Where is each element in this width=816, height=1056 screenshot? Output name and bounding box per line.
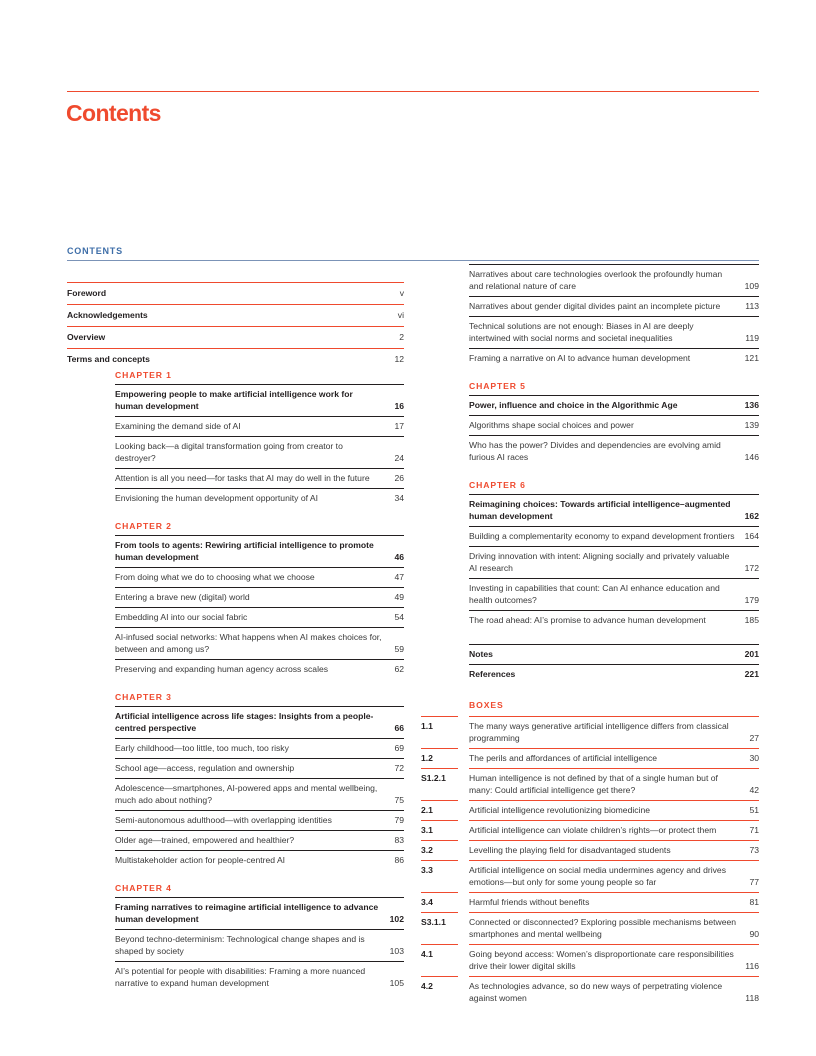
entry-label: Looking back—a digital transformation going from creator to destroyer? bbox=[115, 441, 343, 463]
entry-page: 139 bbox=[744, 420, 759, 430]
box-page: 118 bbox=[745, 993, 759, 1003]
toc-entry[interactable] bbox=[115, 436, 404, 468]
toc-entry[interactable] bbox=[469, 415, 759, 435]
box-number-rule bbox=[421, 840, 458, 841]
chapter-title-entry[interactable] bbox=[115, 384, 404, 416]
box-label: The many ways generative artificial intelligence differs from classical programming bbox=[469, 721, 729, 743]
entry-page: 34 bbox=[394, 493, 404, 503]
box-page: 90 bbox=[749, 929, 759, 939]
toc-entry[interactable] bbox=[115, 758, 404, 778]
entry-label: Adolescence—smartphones, AI-powered apps and mental wellbeing, much ado about nothing? bbox=[115, 783, 378, 805]
entry-label: Entering a brave new (digital) world bbox=[115, 592, 250, 602]
box-number-rule bbox=[421, 768, 458, 769]
entry-label: AI’s potential for people with disabilities: Framing a more nuanced narrative to expand human development bbox=[115, 966, 366, 988]
entry-page: 46 bbox=[394, 552, 404, 562]
page-title: Contents bbox=[66, 100, 161, 126]
box-number: 4.1 bbox=[421, 949, 433, 959]
entry-label: Artificial intelligence across life stages: Insights from a people-centred perspective bbox=[115, 711, 374, 733]
entry-page: 75 bbox=[394, 795, 404, 805]
toc-entry[interactable] bbox=[115, 850, 404, 870]
entry-label: From doing what we do to choosing what we choose bbox=[115, 572, 315, 582]
entry-label: Narratives about gender digital divides paint an incomplete picture bbox=[469, 301, 721, 311]
back-matter-list bbox=[469, 644, 759, 684]
box-number: 3.2 bbox=[421, 845, 433, 855]
entry-page: 146 bbox=[744, 452, 759, 462]
entry-page: 172 bbox=[744, 563, 759, 573]
entry-page: 86 bbox=[394, 855, 404, 865]
box-page: 51 bbox=[749, 805, 759, 815]
box-label: As technologies advance, so do new ways of perpetrating violence against women bbox=[469, 981, 723, 1003]
box-number: 4.2 bbox=[421, 981, 433, 991]
entry-page: 2 bbox=[399, 332, 404, 342]
boxes-label: BOXES bbox=[469, 700, 504, 710]
entry-page: 62 bbox=[394, 664, 404, 674]
entry-label: Terms and concepts bbox=[67, 354, 150, 364]
chapter-group bbox=[115, 692, 404, 870]
chapter-group bbox=[115, 883, 404, 993]
chapter-label: CHAPTER 5 bbox=[469, 381, 526, 391]
entry-page: 83 bbox=[394, 835, 404, 845]
toc-entry[interactable] bbox=[469, 264, 759, 296]
entry-page: 121 bbox=[744, 353, 759, 363]
entry-label: Foreword bbox=[67, 288, 107, 298]
box-entry[interactable] bbox=[421, 912, 759, 944]
toc-entry-front[interactable] bbox=[67, 326, 404, 348]
chapter-label: CHAPTER 3 bbox=[115, 692, 172, 702]
entry-page: 54 bbox=[394, 612, 404, 622]
entry-label: Attention is all you need—for tasks that AI may do well in the future bbox=[115, 473, 370, 483]
entry-label: Framing a narrative on AI to advance human development bbox=[469, 353, 691, 363]
box-label: Levelling the playing field for disadvantaged students bbox=[469, 845, 671, 855]
box-number-rule bbox=[421, 944, 458, 945]
box-number: S1.2.1 bbox=[421, 773, 446, 783]
box-number: 3.3 bbox=[421, 865, 433, 875]
toc-entry[interactable] bbox=[115, 587, 404, 607]
toc-entry[interactable] bbox=[115, 810, 404, 830]
chapter-label: CHAPTER 4 bbox=[115, 883, 172, 893]
box-page: 27 bbox=[749, 733, 759, 743]
entry-page: 12 bbox=[394, 354, 404, 364]
entry-label: Older age—trained, empowered and healthier? bbox=[115, 835, 295, 845]
chapter-group bbox=[115, 370, 404, 508]
chapter-label: CHAPTER 1 bbox=[115, 370, 172, 380]
entry-label: Building a complementarity economy to expand development frontiers bbox=[469, 531, 735, 541]
box-page: 71 bbox=[749, 825, 759, 835]
chapter-label: CHAPTER 6 bbox=[469, 480, 526, 490]
entry-page: 221 bbox=[744, 669, 759, 679]
entry-page: 79 bbox=[394, 815, 404, 825]
section-rule bbox=[67, 260, 759, 261]
toc-entry[interactable] bbox=[469, 546, 759, 578]
box-page: 73 bbox=[749, 845, 759, 855]
chapter-label: CHAPTER 2 bbox=[115, 521, 172, 531]
entry-page: 24 bbox=[394, 453, 404, 463]
box-label: The perils and affordances of artificial intelligence bbox=[469, 753, 658, 763]
toc-entry[interactable] bbox=[469, 578, 759, 610]
box-page: 42 bbox=[749, 785, 759, 795]
entry-page: 185 bbox=[744, 615, 759, 625]
entry-page: 69 bbox=[394, 743, 404, 753]
entry-label: Algorithms shape social choices and power bbox=[469, 420, 634, 430]
entry-label: References bbox=[469, 669, 516, 679]
chapter-title-entry[interactable] bbox=[115, 535, 404, 567]
entry-page: vi bbox=[397, 310, 404, 320]
toc-entry[interactable] bbox=[115, 567, 404, 587]
entry-label: From tools to agents: Rewiring artificial intelligence to promote human development bbox=[115, 540, 374, 562]
box-number: 3.4 bbox=[421, 897, 433, 907]
entry-label: Notes bbox=[469, 649, 493, 659]
box-number: S3.1.1 bbox=[421, 917, 446, 927]
entry-label: Driving innovation with intent: Aligning socially and privately valuable AI research bbox=[469, 551, 730, 573]
toc-entry[interactable] bbox=[115, 778, 404, 810]
box-label: Artificial intelligence on social media undermines agency and drives emotions—but only for some young people so far bbox=[469, 865, 726, 887]
chapter-title-entry[interactable] bbox=[469, 494, 759, 526]
toc-entry[interactable] bbox=[469, 644, 759, 664]
box-number-rule bbox=[421, 860, 458, 861]
box-page: 77 bbox=[749, 877, 759, 887]
box-entry[interactable] bbox=[421, 892, 759, 912]
toc-entry[interactable] bbox=[115, 738, 404, 758]
entry-page: 164 bbox=[744, 531, 759, 541]
entry-label: Reimagining choices: Towards artificial intelligence–augmented human development bbox=[469, 499, 731, 521]
box-number: 1.1 bbox=[421, 721, 433, 731]
top-rule bbox=[67, 91, 759, 92]
box-number-rule bbox=[421, 800, 458, 801]
entry-label: Technical solutions are not enough: Biases in AI are deeply intertwined with social norms and societal inequalities bbox=[469, 321, 694, 343]
entry-label: The road ahead: AI’s promise to advance human development bbox=[469, 615, 706, 625]
box-number-rule bbox=[421, 748, 458, 749]
entry-page: 102 bbox=[389, 914, 404, 924]
entry-label: Who has the power? Divides and dependencies are evolving amid furious AI races bbox=[469, 440, 721, 462]
toc-entry-front[interactable] bbox=[67, 304, 404, 326]
entry-label: School age—access, regulation and ownership bbox=[115, 763, 295, 773]
entry-label: Framing narratives to reimagine artificial intelligence to advance human development bbox=[115, 902, 379, 924]
toc-entry[interactable] bbox=[469, 610, 759, 630]
entry-label: Beyond techno-determinism: Technological change shapes and is shaped by society bbox=[115, 934, 365, 956]
box-entry[interactable] bbox=[421, 944, 759, 976]
chapter-title-entry[interactable] bbox=[115, 897, 404, 929]
entry-label: Narratives about care technologies overlook the profoundly human and relational nature of care bbox=[469, 269, 723, 291]
box-page: 81 bbox=[749, 897, 759, 907]
front-matter-list bbox=[67, 282, 404, 370]
box-label: Artificial intelligence can violate children’s rights—or protect them bbox=[469, 825, 717, 835]
entry-page: 72 bbox=[394, 763, 404, 773]
toc-entry-front[interactable] bbox=[67, 348, 404, 370]
right-column bbox=[421, 264, 759, 1008]
box-number: 2.1 bbox=[421, 805, 433, 815]
entry-page: 113 bbox=[745, 301, 759, 311]
box-page: 30 bbox=[749, 753, 759, 763]
entry-label: Semi-autonomous adulthood—with overlapping identities bbox=[115, 815, 332, 825]
entry-page: 103 bbox=[389, 946, 404, 956]
toc-entry[interactable] bbox=[469, 296, 759, 316]
toc-entry[interactable] bbox=[469, 348, 759, 368]
box-label: Going beyond access: Women’s disproportionate care responsibilities drive their lower digital skills bbox=[469, 949, 734, 971]
toc-entry[interactable] bbox=[469, 664, 759, 684]
entry-page: 109 bbox=[744, 281, 759, 291]
section-label: CONTENTS bbox=[67, 246, 123, 256]
toc-entry[interactable] bbox=[115, 488, 404, 508]
box-entry[interactable] bbox=[421, 976, 759, 1008]
entry-label: AI-infused social networks: What happens when AI makes choices for, between and among us? bbox=[115, 632, 382, 654]
chapter4-continued bbox=[469, 264, 759, 368]
entry-label: Embedding AI into our social fabric bbox=[115, 612, 248, 622]
entry-label: Overview bbox=[67, 332, 106, 342]
box-number-rule bbox=[421, 716, 458, 717]
chapter-group bbox=[469, 381, 759, 467]
box-entry[interactable] bbox=[421, 860, 759, 892]
box-page: 116 bbox=[745, 961, 759, 971]
entry-label: Envisioning the human development opportunity of AI bbox=[115, 493, 319, 503]
toc-entry[interactable] bbox=[469, 316, 759, 348]
box-number: 1.2 bbox=[421, 753, 433, 763]
box-number-rule bbox=[421, 912, 458, 913]
entry-page: 201 bbox=[744, 649, 759, 659]
entry-page: v bbox=[399, 288, 404, 298]
box-number: 3.1 bbox=[421, 825, 433, 835]
entry-page: 26 bbox=[394, 473, 404, 483]
chapter-group bbox=[115, 521, 404, 679]
entry-page: 179 bbox=[744, 595, 759, 605]
entry-label: Multistakeholder action for people-centred AI bbox=[115, 855, 286, 865]
entry-page: 49 bbox=[394, 592, 404, 602]
toc-entry[interactable] bbox=[115, 961, 404, 993]
entry-label: Preserving and expanding human agency across scales bbox=[115, 664, 329, 674]
entry-page: 59 bbox=[394, 644, 404, 654]
entry-label: Examining the demand side of AI bbox=[115, 421, 241, 431]
box-label: Harmful friends without benefits bbox=[469, 897, 590, 907]
box-number-rule bbox=[421, 976, 458, 977]
toc-entry[interactable] bbox=[469, 526, 759, 546]
entry-label: Investing in capabilities that count: Can AI enhance education and health outcomes? bbox=[469, 583, 720, 605]
chapter-group bbox=[469, 480, 759, 630]
toc-entry[interactable] bbox=[115, 627, 404, 659]
box-label: Human intelligence is not defined by that of a single human but of many: Could artificial intelligence get there? bbox=[469, 773, 718, 795]
left-column bbox=[115, 370, 404, 1006]
box-entry[interactable] bbox=[421, 800, 759, 820]
entry-page: 47 bbox=[394, 572, 404, 582]
toc-entry-front[interactable] bbox=[67, 282, 404, 304]
entry-label: Early childhood—too little, too much, too risky bbox=[115, 743, 289, 753]
chapter-title-entry[interactable] bbox=[115, 706, 404, 738]
box-label: Connected or disconnected? Exploring possible mechanisms between smartphones and mental wellbeing bbox=[469, 917, 737, 939]
entry-page: 16 bbox=[394, 401, 404, 411]
toc-entry[interactable] bbox=[115, 659, 404, 679]
box-number-rule bbox=[421, 820, 458, 821]
entry-page: 66 bbox=[394, 723, 404, 733]
box-entry[interactable] bbox=[421, 820, 759, 840]
box-entry[interactable] bbox=[421, 840, 759, 860]
toc-entry[interactable] bbox=[115, 468, 404, 488]
entry-page: 119 bbox=[745, 333, 759, 343]
box-entry[interactable] bbox=[421, 768, 759, 800]
toc-entry[interactable] bbox=[469, 435, 759, 467]
toc-entry[interactable] bbox=[115, 607, 404, 627]
box-entry[interactable] bbox=[421, 716, 759, 748]
chapter-title-entry[interactable] bbox=[469, 395, 759, 415]
box-number-rule bbox=[421, 892, 458, 893]
entry-label: Power, influence and choice in the Algorithmic Age bbox=[469, 400, 678, 410]
toc-entry[interactable] bbox=[115, 830, 404, 850]
box-label: Artificial intelligence revolutionizing biomedicine bbox=[469, 805, 651, 815]
entry-page: 105 bbox=[389, 978, 404, 988]
box-entry[interactable] bbox=[421, 748, 759, 768]
entry-label: Acknowledgements bbox=[67, 310, 148, 320]
entry-page: 136 bbox=[744, 400, 759, 410]
entry-label: Empowering people to make artificial intelligence work for human development bbox=[115, 389, 353, 411]
entry-page: 162 bbox=[744, 511, 759, 521]
toc-entry[interactable] bbox=[115, 416, 404, 436]
toc-entry[interactable] bbox=[115, 929, 404, 961]
entry-page: 17 bbox=[394, 421, 404, 431]
